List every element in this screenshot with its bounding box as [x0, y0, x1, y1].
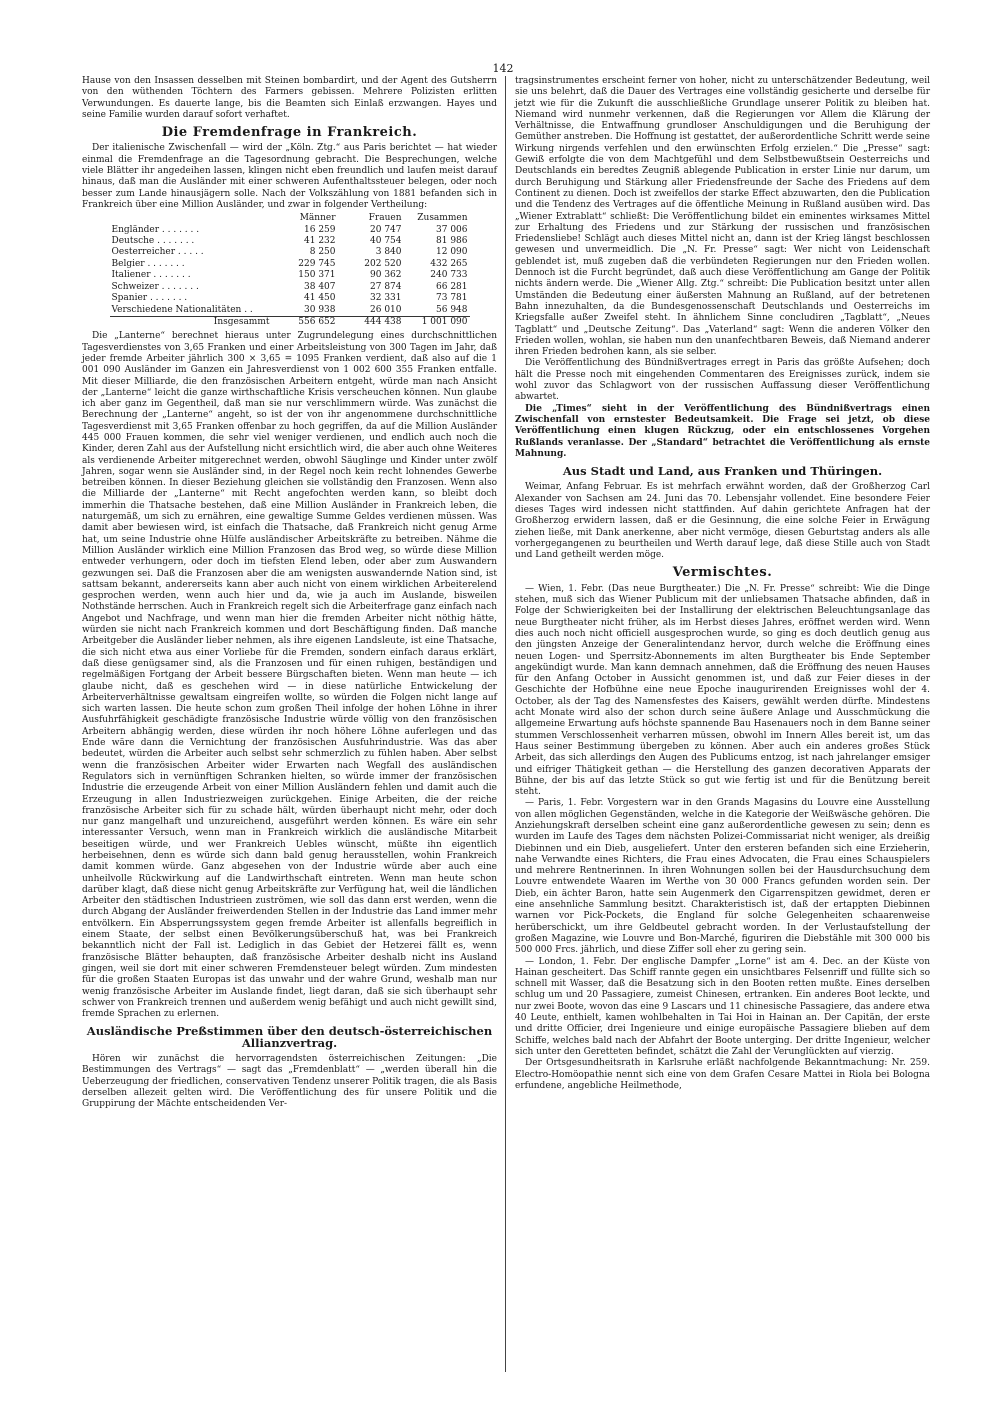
table-cell: 32 331: [370, 293, 402, 304]
table-header-row: [110, 213, 470, 224]
table-cell: Engländer . . . . . . .: [111, 224, 200, 235]
table-header: Frauen: [368, 213, 402, 224]
table-cell: Italiener . . . . . . .: [111, 270, 191, 281]
table-cell: Belgier . . . . . . .: [111, 258, 185, 269]
table-cell: 16 259: [304, 224, 336, 235]
table-cell: 26 010: [370, 304, 402, 315]
left-column: [82, 76, 497, 1111]
table-cell: 1 001 090: [404, 316, 470, 328]
table-cell: 81 986: [436, 236, 468, 247]
article-heading: Die Fremdenfrage in Frankreich.: [161, 125, 418, 141]
paragraph: — London, 1. Febr. Der englische Dampfer „Lorne“ ist am 4. Dec. an der Küste von Hainan gescheitert. Das Schiff rannte gegen ein unsichtbares Felsenriff und füllte sich so schnell mit Wasser, daß die Besatzung sich in den Booten retten mußte. Eines derselben schlug um und 20 Passagiere, zumeist Chinesen, ertranken. Ein anderes Boot leckte, und nur zwei Boote, wovon das eine 9 Lascars und 11 chinesische Passagiere, das andere etwa 40 Leute, enthielt, kamen wohlbehalten in Tai Hoi in Hainan an. Der Capitän, der erste und dritte Officier, drei Ingenieure und einige europäische Passagiere blieben auf dem Schiffe, welches bald nach der Abfahrt der Boote unterging. Der dritte Ingenieur, welcher sich unter den Geretteten befindet, schätzt die Zahl der Verunglückten auf vierzig.: [515, 956, 930, 1057]
table-cell: Spanier . . . . . . .: [111, 293, 188, 304]
table-cell: 150 371: [298, 270, 336, 281]
paragraph: Die „Times“ sieht in der Veröffentlichung des Bündnißvertrags einen Zwischenfall von ernstester Bedeutsamkeit. Die Frage sei jetzt, ob diese Veröffentlichung einen klugen Rückzug, oder ein entschlossenes Vorgehen Rußlands veranlasse. Der „Standard“ betrachtet die Veröffentlichung als ernste Mahnung.: [515, 403, 930, 459]
paragraph: — Wien, 1. Febr. (Das neue Burgtheater.) Die „N. Fr. Presse“ schreibt: Wie die Dinge stehen, muß sich das Wiener Publicum mit der unliebsamen Thatsache abfinden, daß in Folge der Schwierigkeiten bei der Installirung der elektrischen Beleuchtungsanlage das neue Burgtheater nicht früher, als im Herbst dieses Jahres, eröffnet werden wird. Wenn dies auch noch nicht officiell ausgesprochen wurde, so ging es doch deutlich genug aus den jüngsten Anzeige der Generalintendanz hervor, durch welche die Eröffnung eines neuen Logen- und Sperrsitz-Abonnements im alten Burgtheater bis Ende September angekündigt wurde. Man kann demnach annehmen, daß die Eröffnung des neuen Hauses für den Anfang October in Aussicht genommen ist, und daß zur Feier dieses in der Geschichte der Hofbühne eine neue Epoche inaugurirenden Ereignisses wohl der 4. October, als der Tag des Namensfestes des Kaisers, gewählt werden dürfte. Mindestens acht Monate wird also der schon durch seine äußere Anlage und Ausschmückung die allgemeine Erwartung aufs höchste spannende Bau Hasenauers noch in dem Banne seiner stummen Verschlossenheit verharren müssen, obwohl im Innern Alles bereit ist, um das Haus seiner Bestimmung übergeben zu können. Aber auch ein anderes großes Stück Arbeit, das sich allerdings den Augen des Publicums entzog, ist nach jahrelanger emsiger und eifriger Thätigkeit gethan — die Herstellung des ganzen decorativen Apparats der Bühne, der bis auf das letzte Stück so gut wie fertig ist und für die Benützung bereit steht.: [515, 583, 930, 798]
table-cell: 3 840: [375, 247, 402, 258]
table-cell: 432 265: [430, 258, 468, 269]
table-cell: 56 948: [436, 304, 468, 315]
paragraph: Weimar, Anfang Februar. Es ist mehrfach erwähnt worden, daß der Großherzog Carl Alexander von Sachsen am 24. Juni das 70. Lebensjahr vollendet. Eine besondere Feier dieses Tages wird indessen nicht stattfinden. Auf dahin gerichtete Anfragen hat der Großherzog erwidern lassen, daß er die Gesinnung, die eine solche Feier in Erwägung ziehen ließe, mit Dank anerkenne, aber nicht vermöge, diesen Geburtstag anders als alle vorhergegangenen zu beurtheilen und Werth darauf lege, daß diese Stille auch von Stadt und Land getheilt werden möge.: [515, 482, 930, 561]
table-cell: 20 747: [370, 224, 402, 235]
table-cell: Schweizer . . . . . . .: [111, 281, 199, 292]
paragraph: Die Veröffentlichung des Bündnißvertrages erregt in Paris das größte Aufsehen; doch hält die Presse noch mit eingehenden Commentaren des Ereignisses zurück, indem sie wohl zuvor das Schlagwort von der russischen Auffassung dieser Veröffentlichung abwartet.: [515, 358, 930, 403]
table-row: [110, 270, 470, 281]
table-row: [110, 247, 470, 258]
table-cell: 229 745: [298, 258, 336, 269]
column-divider: [505, 76, 506, 1372]
table-cell: 38 407: [304, 281, 336, 292]
table-header: Zusammen: [417, 213, 468, 224]
section-heading: Vermischtes.: [672, 565, 773, 581]
newspaper-page: [82, 62, 930, 1382]
table-row: [110, 282, 470, 293]
paragraph: Der Ortsgesundheitsrath in Karlsruhe erläßt nachfolgende Bekanntmachung: Nr. 259. Electro-Homöopathie nennt sich eine von dem Grafen Cesare Mattei in Riola bei Bologna erfundene, angebliche Heilmethode,: [515, 1058, 930, 1091]
table-cell: 90 362: [370, 270, 402, 281]
table-row: [110, 225, 470, 236]
table-row: [110, 259, 470, 270]
paragraph: tragsinstrumentes erscheint ferner von hoher, nicht zu unterschätzender Bedeutung, weil sie uns belehrt, daß die Dauer des Vertrages eine vollständig gesicherte und derselbe für jetzt wie für die Zukunft die ausschließliche Grundlage unserer Politik zu bleiben hat. Niemand wird nunmehr verkennen, daß die Regierungen vor Allem die Klärung der Verhältnisse, die Entwaffnung grundloser Anschuldigungen und die Beruhigung der Gemüther anstreben. Die Hoffnung ist gestattet, der außerordentliche Schritt werde seine Wirkung nirgends verfehlen und den erwünschten Erfolg erzielen.“ Die „Presse“ sagt: Gewiß erfolgte die von dem Machtgefühl und dem Selbstbewußtsein Oesterreichs und Deutschlands ein beredtes Zeugniß ablegende Publication in erster Linie nur darum, um durch Beruhigung und Stärkung aller Friedensfreunde der Sache des Friedens auf dem Continent zu dienen. Doch ist zweifellos der starke Effect abzuwarten, den die Publication und die Tendenz des Vertrages auf die öffentliche Meinung in Rußland ausüben wird. Das „Wiener Extrablatt“ schließt: Die Veröffentlichung bildet ein eminentes wirksames Mittel zur Erhaltung des Friedens und zur Stärkung der russischen und französischen Friedensliebe! Schlägt auch dieses Mittel nicht an, dann ist der Krieg längst beschlossen gewesen und unvermeidlich. Die „N. Fr. Presse“ sagt: Wer nicht von Leidenschaft geblendet ist, muß zugeben daß die verbündeten Regierungen nur den Frieden wollen. Dennoch ist die Furcht begründet, daß auch diese Veröffentlichung am Gange der Politik nichts ändern werde. Die „Wiener Allg. Ztg.“ schreibt: Die Publication besitzt unter allen Umständen die Bedeutung einer äußersten Mahnung an Rußland, auf der betretenen Bahn innezuhalten, da die Bundesgenossenschaft Deutschlands und Oesterreichs im Kriegsfalle außer Zweifel steht. In ähnlichem Sinne concludiren „Tagblatt“, „Neues Tagblatt“ und „Deutsche Zeitung“. Das „Vaterland“ sagt: Wenn die anderen Völker den Frieden wollen, wohlan, sie haben nun den unanfechtbaren Beweis, daß Niemand anderer ihren Frieden bedrohen kann, als sie selber.: [515, 76, 930, 358]
paragraph: — Paris, 1. Febr. Vorgestern war in den Grands Magasins du Louvre eine Ausstellung von allen möglichen Gegenständen, welche in die Kategorie der Weißwäsche gehören. Die Anziehungskraft derselben scheint eine ganz außerordentliche gewesen zu sein; denn es wurden im Laufe des Tages dem nächsten Polizei-Commissariat nicht weniger, als dreißig Diebinnen und ein Dieb, ausgeliefert. Unter den ersteren befanden sich eine Erzieherin, nahe Verwandte eines Richters, die Frau eines Advocaten, die Frau eines Schauspielers und mehrere Rentnerinnen. In ihren Wohnungen sollen bei der Hausdurchsuchung dem Louvre entwendete Waaren im Werthe von 30 000 Francs gefunden worden sein. Der Dieb, ein ächter Baron, hatte sein Augenmerk den Cigarrenspitzen gewidmet, deren er eine ansehnliche Sammlung besitzt. Charakteristisch ist, daß der ertappten Diebinnen warnen vor Pick-Pockets, die England für solche Gelegenheiten schaarenweise herüberschickt, um ihre Geldbeutel gebracht worden. In der Verlustaufstellung der großen Magazine, wie Louvre und Bon-Marché, figuriren die Diebstähle mit 300 000 bis 500 000 Frcs. jährlich, und diese Ziffer soll eher zu gering sein.: [515, 798, 930, 956]
paragraph: Die „Lanterne“ berechnet hieraus unter Zugrundelegung eines durchschnittlichen Tagesverdienstes von 3,65 Franken und einer Arbeitsleistung von 300 Tagen im Jahr, daß jeder fremde Arbeiter jährlich 300 × 3,65 = 1095 Franken verdient, daß also auf die 1 001 090 Ausländer im Ganzen ein Jahresverdienst von 1 002 600 355 Franken entfalle. Mit dieser Milliarde, die den französischen Arbeitern entgeht, würde man nach Ansicht der „Lanterne“ leicht die ganze wirthschaftliche Krisis verscheuchen können. Nun glaube ich aber ganz im Gegentheil, daß man sie nur verschlimmern würde. Was zunächst die Berechnung der „Lanterne“ angeht, so ist der von ihr angenommene durchschnittliche Tagesverdienst mit 3,65 Franken offenbar zu hoch gegriffen, da auf die Million Ausländer 445 000 Frauen kommen, die sehr viel weniger verdienen, und endlich auch noch die Kinder, deren Zahl aus der Aufstellung nicht ersichtlich wird, die aber auch ohne Weiteres als verdienende Arbeiter mitgerechnet werden, obwohl Säuglinge und Kinder unter zwölf Jahren, sogar wenn sie Ausländer sind, in der Regel noch kein recht lohnendes Gewerbe betreiben können. In dieser Beziehung gleichen sie vollständig den Franzosen. Wenn also die Milliarde der „Lanterne“ mit Recht angefochten werden kann, so bleibt doch immerhin die Thatsache bestehen, daß eine Million Ausländer in Frankreich leben, die naturgemäß, um sich zu ernähren, eine gewaltige Summe Geldes verdienen müssen. Was damit aber bewiesen wird, ist einfach die Thatsache, daß Frankreich nicht genug Arme hat, um seine Industrie ohne Hülfe ausländischer Arbeitskräfte zu betreiben. Nähme die Million Ausländer wirklich eine Million Franzosen das Brod weg, so würde diese Million entweder verhungern, oder doch im tiefsten Elend leben, oder aber zum Auswandern gezwungen sei. Daß die Franzosen aber die am wenigsten auswandernde Nation sind, ist sattsam bekannt, andererseits kann aber auch nicht von einem wirklichen Arbeiterelend gesprochen werden, wenn auch hier und da, wie ja auch im Auslande, bisweilen Nothstände herrschen. Auch in Frankreich regelt sich die Arbeiterfrage ganz einfach nach Angebot und Nachfrage, und wenn man hier die fremden Arbeiter nicht nöthig hätte, würden sie nicht nach Frankreich kommen und dort Beschäftigung finden. Daß manche Arbeitgeber die Ausländer lieber nehmen, als ihre eigenen Landsleute, ist eine Thatsache, die sich nicht etwa aus einer Vorliebe für die Fremden, sondern einfach daraus erklärt, daß diese genügsamer sind, als die Franzosen und für einen ruhigen, beständigen und regelmäßigen Fortgang der Arbeit bessere Bürgschaften bieten. Wenn man heute — ich glaube nicht, daß es geschehen wird — in diese natürliche Entwickelung der Arbeiterverhältnisse gewaltsam eingreifen wollte, so würden die Folgen nicht lange auf sich warten lassen. Die heute schon zum großen Theil infolge der hohen Löhne in ihrer Ausfuhrfähigkeit geschädigte französische Industrie würde völlig von den französischen Arbeitern abhängig werden, diese würden ihr noch höhere Löhne auferlegen und das Ende wäre dann die Vernichtung der französischen Ausfuhrindustrie. Was das aber bedeutet, würden die Arbeiter auch selbst sehr schmerzlich zu fühlen haben. Aber selbst wenn die französischen Arbeiter wider Erwarten nach Wegfall des ausländischen Regulators sich in vernünftigen Schranken hielten, so würde immer der französischen Industrie die erzeugende Arbeit von einer Million Ausländern fehlen und damit auch die Erzeugung in allen Industriezweigen zurückgehen. Einige Arbeiten, die der reiche französische Arbeiter sich für zu schade hält, würden überhaupt nicht mehr, oder doch nur ganz mangelhaft und unzureichend, ausgeführt werden können. Es wäre ein sehr interessanter Versuch, wenn man in Frankreich wirklich die ausländische Mitarbeit beseitigen würde, und wer Frankreich Uebles wünscht, müßte ihn eigentlich herbeisehnen, denn es würde sich dann bald genug herausstellen, wohin Frankreich damit kommen würde. Ganz abgesehen von der Industrie würde aber auch eine unheilvolle Rückwirkung auf die Landwirthschaft eintreten. Wenn man heute schon darüber klagt, daß diese nicht genug Arbeitskräfte zur Verfügung hat, weil die ländlichen Arbeiter den städtischen Industrieen zuströmen, wie soll das dann erst werden, wenn die durch Abgang der Ausländer freiwerdenden Stellen in der Industrie das Land immer mehr entvölkern. Ein Absperrungssystem gegen fremde Arbeiter ist allenfalls begreiflich in einem Staate, der selbst einen Bevölkerungsüberschuß hat, was bei Frankreich bekanntlich nicht der Fall ist. Lediglich in das Gebiet der Hetzerei fällt es, wenn französische Blätter behaupten, daß französische Arbeiter deshalb nicht ins Ausland gingen, weil sie dort mit einer schweren Fremdensteuer belegt würden. Zum mindesten für die großen Staaten Europas ist das unwahr und der wahre Grund, weshalb man nur wenig französische Arbeiter im Auslande findet, liegt daran, daß sie sich überhaupt sehr schwer von Frankreich trennen und außerdem wenig befähigt und auch nicht gewillt sind, fremde Sprachen zu erlernen.: [82, 331, 497, 1020]
table-cell: 30 938: [304, 304, 336, 315]
table-row: [110, 305, 470, 317]
page-number: 142: [492, 62, 514, 75]
table-row: [110, 236, 470, 247]
table-cell: 73 781: [436, 293, 468, 304]
table-cell: 444 438: [338, 316, 404, 328]
table-cell: Deutsche . . . . . . .: [111, 236, 195, 247]
right-column: [515, 76, 930, 1092]
table-cell: 41 232: [304, 236, 336, 247]
statistics-table: [110, 213, 470, 328]
paragraph: Hören wir zunächst die hervorragendsten österreichischen Zeitungen: „Die Bestimmungen des Vertrags“ — sagt das „Fremdenblatt“ — „werden überall hin die Ueberzeugung der friedlichen, conservativen Tendenz unserer Politik tragen, die als Basis derselben allezeit gelten wird. Die Veröffentlichung des für unsere Politik und die Gruppirung der Mächte entscheidenden Ver-: [82, 1054, 497, 1110]
table-cell: Oesterreicher . . . . .: [111, 247, 204, 258]
paragraph: Hause von den Insassen desselben mit Steinen bombardirt, und der Agent des Gutsherrn von den wüthenden Töchtern des Farmers gebissen. Mehrere Polizisten erlitten Verwundungen. Es dauerte lange, bis die Beamten sich Einlaß erzwangen. Hayes und seine Familie wurden darauf sofort verhaftet.: [82, 76, 497, 120]
table-cell: 27 874: [370, 281, 402, 292]
table-cell: 8 250: [309, 247, 336, 258]
table-cell: 202 520: [364, 258, 402, 269]
article-heading: Ausländische Preßstimmen über den deutsch-österreichischen Allianzvertrag.: [86, 1024, 493, 1050]
paragraph: Der italienische Zwischenfall — wird der „Köln. Ztg.“ aus Paris berichtet — hat wieder einmal die Fremdenfrage an die Tagesordnung gebracht. Die Besprechungen, welche viele Blätter ihr angedeihen lassen, klingen nicht eben freundlich und laufen meist darauf hinaus, daß man die Ausländer mit einer schweren Aufenthaltssteuer belegen, oder noch besser zum Lande hinausjägern solle. Nach der Volkszählung von 1881 befanden sich in Frankreich über eine Million Ausländer, und zwar in folgender Vertheilung:: [82, 143, 497, 210]
table-cell: 40 754: [370, 236, 402, 247]
table-total-row: [110, 316, 470, 328]
table-row: [110, 293, 470, 304]
section-heading: Aus Stadt und Land, aus Franken und Thüringen.: [562, 464, 883, 479]
table-cell: 41 450: [304, 293, 336, 304]
table-header: Männer: [299, 213, 336, 224]
table-cell: 240 733: [430, 270, 468, 281]
table-cell: 37 006: [436, 224, 468, 235]
table-cell: 556 652: [272, 316, 338, 328]
table-cell: 12 090: [436, 247, 468, 258]
table-cell: 66 281: [436, 281, 468, 292]
table-cell: Insgesammt: [110, 316, 272, 328]
table-cell: Verschiedene Nationalitäten . .: [111, 304, 253, 315]
